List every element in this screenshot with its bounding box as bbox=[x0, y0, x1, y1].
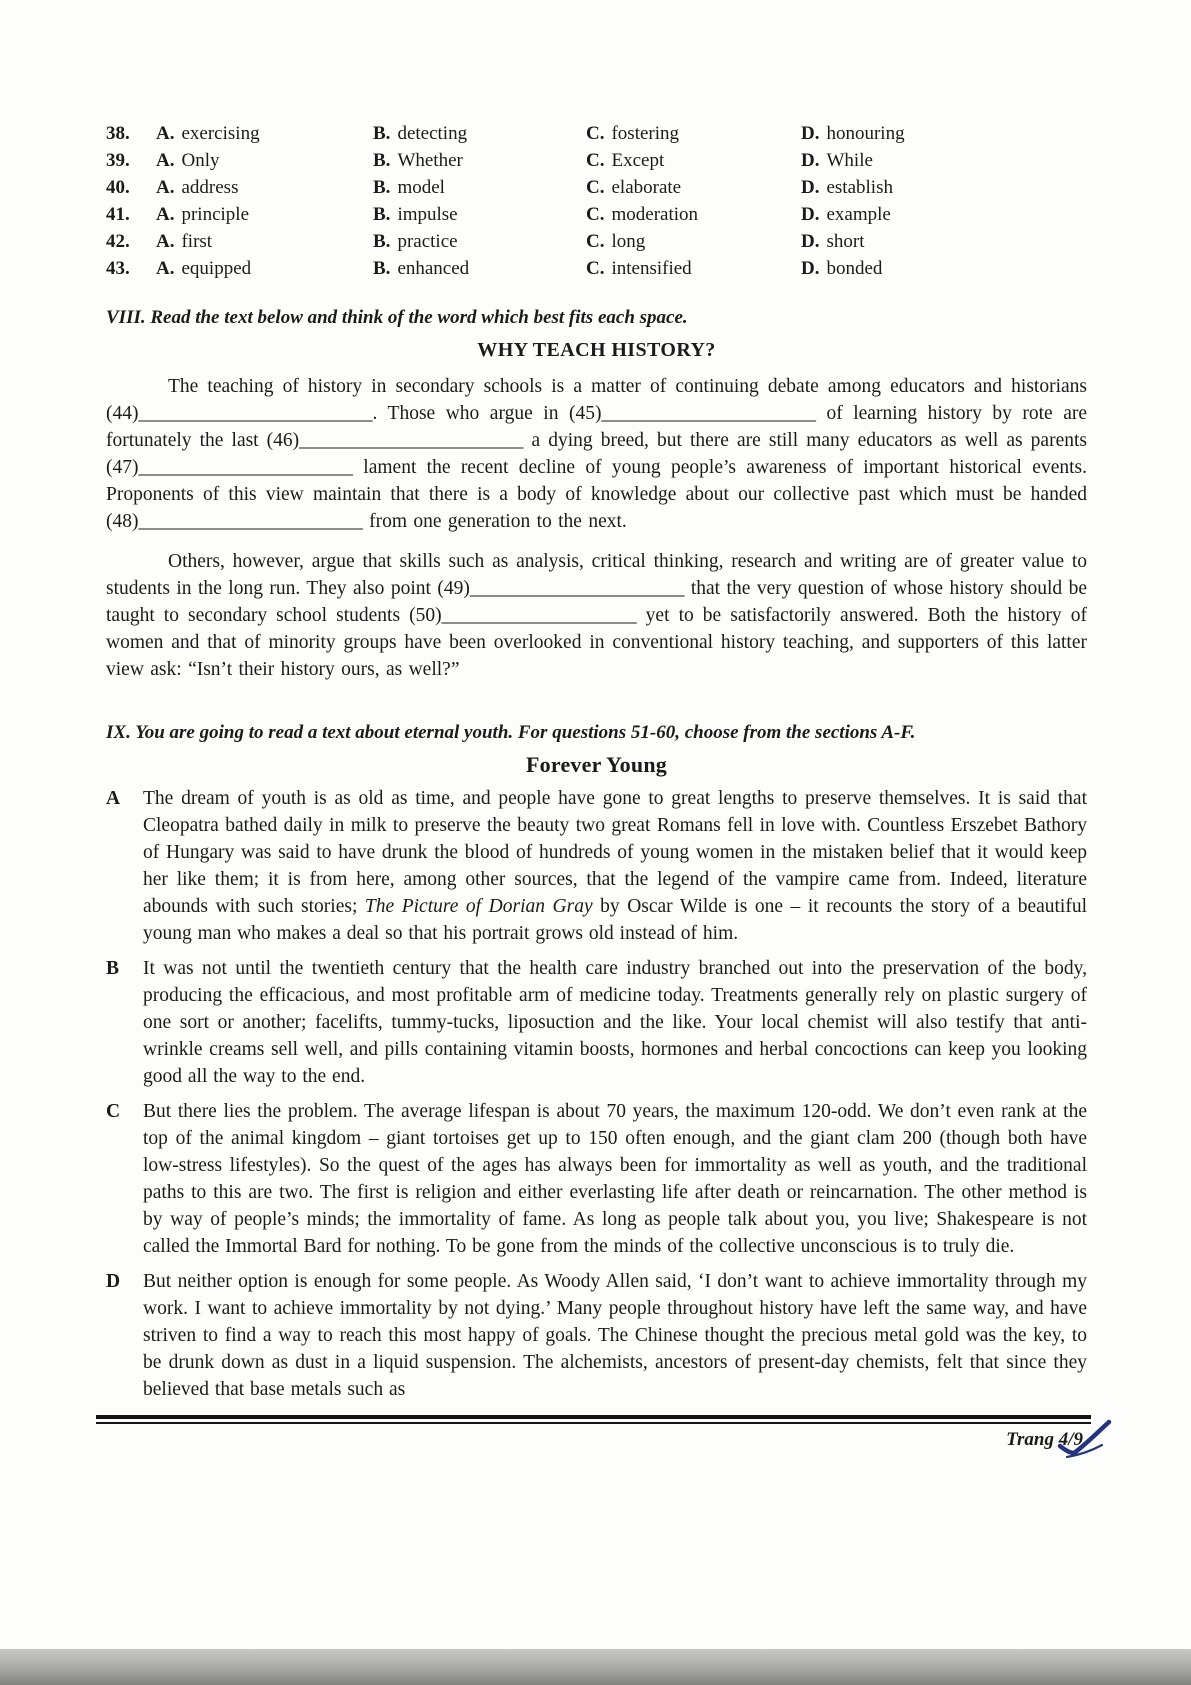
section-letter: C bbox=[106, 1101, 121, 1122]
option-letter: C. bbox=[586, 204, 605, 225]
option-text: bonded bbox=[826, 258, 883, 279]
option-text: long bbox=[611, 231, 646, 252]
option-letter: C. bbox=[586, 150, 605, 171]
passage-title-forever-young: Forever Young bbox=[526, 752, 667, 777]
answer-option-b bbox=[373, 147, 586, 174]
question-row-38 bbox=[106, 120, 1087, 147]
option-letter: A. bbox=[156, 204, 175, 225]
option-letter: A. bbox=[156, 258, 175, 279]
cloze-paragraph-1: The teaching of history in secondary schools is a matter of continuing debate among educators and historians (44)________________________. Those who argue in (45)______________________ of learning history by rote are fortunately the last (46)_______________________ a dying breed, but there are still many educators as well as parents (47)______________________ lament the recent decline of young people’s awareness of important historical events. Proponents of this view maintain that there is a body of knowledge about our collective past which must be handed (48)_______________________ from one generation to the next. bbox=[106, 376, 1087, 532]
option-text: honouring bbox=[826, 123, 905, 144]
option-letter: A. bbox=[156, 150, 175, 171]
passage-section-c bbox=[106, 1098, 1087, 1260]
answer-option-b bbox=[373, 255, 586, 282]
option-text: equipped bbox=[181, 258, 252, 279]
option-text: address bbox=[181, 177, 239, 198]
option-letter: D. bbox=[801, 177, 820, 198]
page-number-label: Trang 4/9 bbox=[1006, 1429, 1083, 1450]
footer-double-rule bbox=[96, 1415, 1091, 1424]
answer-option-c bbox=[586, 255, 801, 282]
option-letter: B. bbox=[373, 231, 391, 252]
answer-option-a bbox=[156, 201, 373, 228]
question-row-41 bbox=[106, 201, 1087, 228]
question-row-43 bbox=[106, 255, 1087, 282]
option-text: Except bbox=[611, 150, 665, 171]
answer-option-c bbox=[586, 228, 801, 255]
question-row-40 bbox=[106, 174, 1087, 201]
section-text bbox=[143, 785, 1087, 947]
answer-grid bbox=[106, 120, 1087, 282]
option-letter: D. bbox=[801, 204, 820, 225]
option-letter: A. bbox=[156, 177, 175, 198]
option-letter: A. bbox=[156, 231, 175, 252]
scanner-edge-band bbox=[0, 1649, 1191, 1685]
option-text: detecting bbox=[397, 123, 468, 144]
passage-section-a bbox=[106, 785, 1087, 947]
option-letter: A. bbox=[156, 123, 175, 144]
option-text: first bbox=[181, 231, 213, 252]
option-letter: D. bbox=[801, 258, 820, 279]
answer-option-b bbox=[373, 228, 586, 255]
cloze-paragraph-2: Others, however, argue that skills such as analysis, critical thinking, research and writing are of greater value to students in the long run. They also point (49)______________________ that the very question of whose history should be taught to secondary school students (50)____________________ yet to be satisfactorily answered. Both the history of women and that of minority groups have been overlooked in conventional history teaching, and supporters of this latter view ask: “Isn’t their history ours, as well?” bbox=[106, 551, 1087, 680]
option-letter: D. bbox=[801, 150, 820, 171]
option-text: exercising bbox=[181, 123, 260, 144]
answer-option-b bbox=[373, 201, 586, 228]
option-letter: B. bbox=[373, 123, 391, 144]
answer-option-a bbox=[156, 255, 373, 282]
answer-option-d bbox=[801, 255, 1087, 282]
answer-option-b bbox=[373, 174, 586, 201]
section-ix-heading: IX. You are going to read a text about eternal youth. For questions 51-60, choose from the sections A-F. bbox=[106, 722, 916, 743]
option-letter: C. bbox=[586, 123, 605, 144]
answer-option-d bbox=[801, 228, 1087, 255]
option-text: establish bbox=[826, 177, 893, 198]
option-text: Only bbox=[181, 150, 220, 171]
section-letter: D bbox=[106, 1271, 121, 1292]
pen-checkmark-icon bbox=[1055, 1419, 1113, 1461]
footer bbox=[106, 1429, 1087, 1451]
answer-option-d bbox=[801, 147, 1087, 174]
answer-option-d bbox=[801, 201, 1087, 228]
question-number: 43. bbox=[106, 258, 130, 279]
section-text: It was not until the twentieth century that the health care industry branched out into the preservation of the body, producing the efficacious, and most profitable arm of medicine today. Treatments generally rely on plastic surgery of one sort or another; facelifts, tummy-tucks, liposuction and the like. Your local chemist will also testify that anti-wrinkle creams sell well, and pills containing vitamin boosts, hormones and herbal concoctions can keep you looking good all the way to the end. bbox=[143, 958, 1087, 1087]
answer-option-c bbox=[586, 201, 801, 228]
option-text: principle bbox=[181, 204, 250, 225]
passage-section-d bbox=[106, 1268, 1087, 1403]
option-text: practice bbox=[397, 231, 458, 252]
answer-option-d bbox=[801, 120, 1087, 147]
option-text: impulse bbox=[397, 204, 458, 225]
option-text: enhanced bbox=[397, 258, 470, 279]
option-text: fostering bbox=[611, 123, 680, 144]
question-number: 42. bbox=[106, 231, 130, 252]
option-text: intensified bbox=[611, 258, 692, 279]
question-row-39 bbox=[106, 147, 1087, 174]
question-row-42 bbox=[106, 228, 1087, 255]
option-text: moderation bbox=[611, 204, 699, 225]
question-number: 38. bbox=[106, 123, 130, 144]
option-letter: B. bbox=[373, 150, 391, 171]
option-text: While bbox=[826, 150, 873, 171]
answer-option-b bbox=[373, 120, 586, 147]
question-number: 41. bbox=[106, 204, 130, 225]
section-letter: B bbox=[106, 958, 120, 979]
section-text: But neither option is enough for some people. As Woody Allen said, ‘I don’t want to achieve immortality through my work. I want to achieve immortality by not dying.’ Many people throughout history have left the same way, and have striven to find a way to reach this most happy of goals. The Chinese thought the precious metal gold was the key, to be drunk down as dust in a liquid suspension. The alchemists, ancestors of present-day chemists, felt that since they believed that base metals such as bbox=[143, 1271, 1087, 1400]
option-letter: D. bbox=[801, 231, 820, 252]
section-text: But there lies the problem. The average lifespan is about 70 years, the maximum 120-odd. We don’t even rank at the top of the animal kingdom – giant tortoises get up to 150 often enough, and the giant clam 200 (though both have low-stress lifestyles). So the quest of the ages has always been for immortality as well as youth, and the traditional paths to this are two. The first is religion and either everlasting life after death or reincarnation. The other method is by way of people’s minds; the immortality of fame. As long as people talk about you, you live; Shakespeare is not called the Immortal Bard for nothing. To be gone from the minds of the collective unconscious is to truly die. bbox=[143, 1101, 1087, 1257]
answer-option-c bbox=[586, 120, 801, 147]
book-title-italic: The Picture of Dorian Gray bbox=[364, 896, 593, 917]
option-text: model bbox=[397, 177, 445, 198]
section-viii-heading: VIII. Read the text below and think of the word which best fits each space. bbox=[106, 307, 688, 328]
answer-option-d bbox=[801, 174, 1087, 201]
question-number: 40. bbox=[106, 177, 130, 198]
option-letter: B. bbox=[373, 258, 391, 279]
section-letter: A bbox=[106, 788, 121, 809]
answer-option-a bbox=[156, 228, 373, 255]
answer-option-c bbox=[586, 147, 801, 174]
option-letter: C. bbox=[586, 177, 605, 198]
answer-option-a bbox=[156, 120, 373, 147]
option-text: elaborate bbox=[611, 177, 682, 198]
option-text: example bbox=[826, 204, 891, 225]
passage-title-why-teach-history: WHY TEACH HISTORY? bbox=[477, 339, 716, 361]
option-letter: D. bbox=[801, 123, 820, 144]
question-number: 39. bbox=[106, 150, 130, 171]
option-letter: B. bbox=[373, 204, 391, 225]
option-text: Whether bbox=[397, 150, 463, 171]
option-letter: C. bbox=[586, 258, 605, 279]
answer-option-c bbox=[586, 174, 801, 201]
option-text: short bbox=[826, 231, 865, 252]
option-letter: B. bbox=[373, 177, 391, 198]
passage-section-b bbox=[106, 955, 1087, 1090]
answer-option-a bbox=[156, 174, 373, 201]
section-text-part1: The dream of youth is as old as time, and people have gone to great lengths to preserve themselves. It is said that Cleopatra bathed daily in milk to preserve the beauty two great Romans fell in love with. Countless Erszebet Bathory of Hungary was said to have drunk the blood of hundreds of young women in the mistaken belief that it would keep her like them; it is from here, among other sources, that the legend of the vampire came from. Indeed, literature abounds with such stories; bbox=[143, 788, 1087, 917]
answer-option-a bbox=[156, 147, 373, 174]
section-text-part2: by Oscar Wilde is one – it recounts the story of a beautiful young man who makes a deal so that his portrait grows old instead of him. bbox=[143, 896, 1088, 944]
option-letter: C. bbox=[586, 231, 605, 252]
